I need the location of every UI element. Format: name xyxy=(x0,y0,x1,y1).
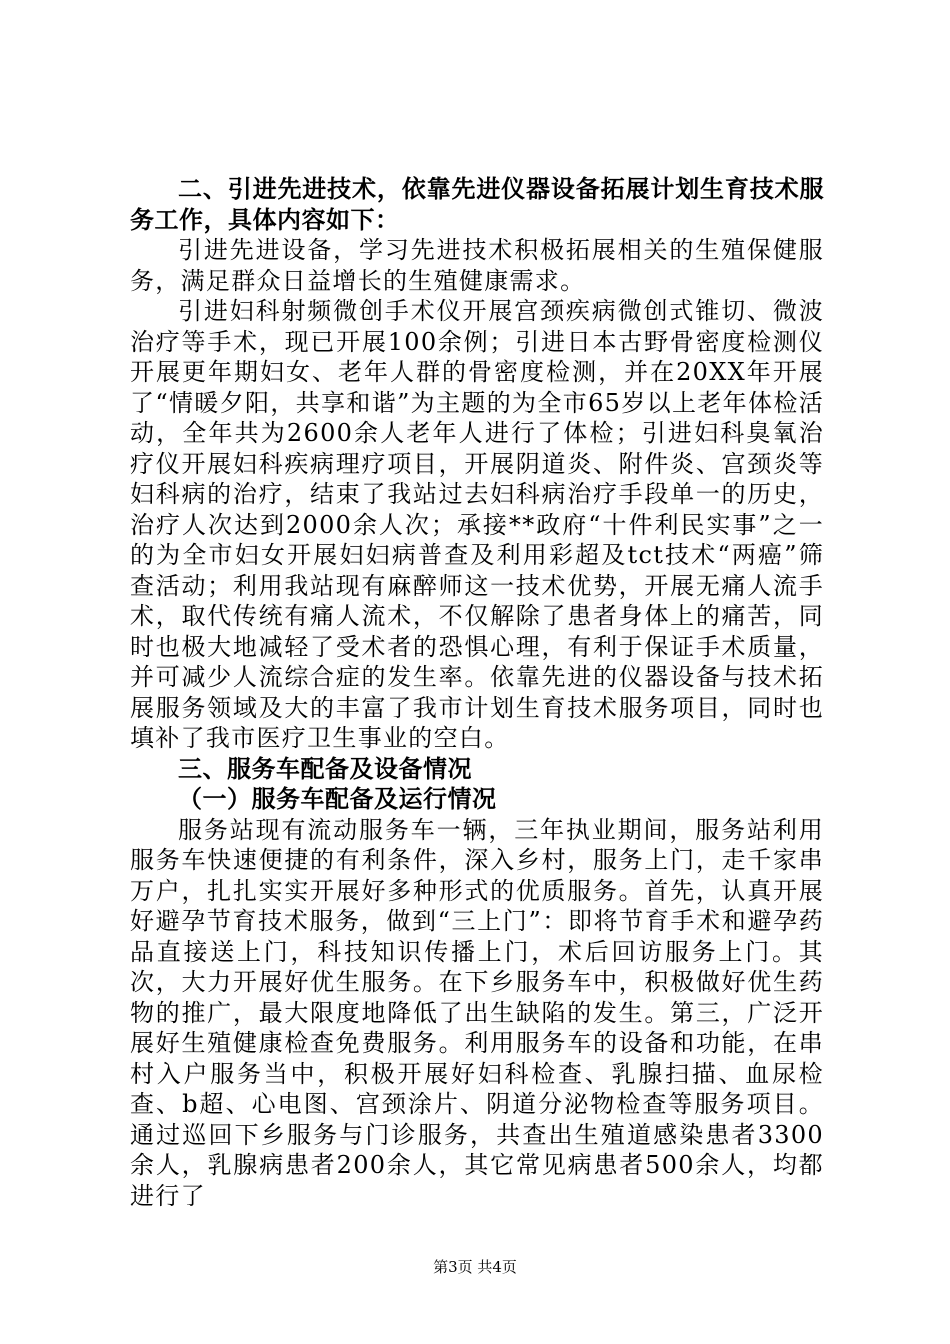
document-body xyxy=(130,174,824,1211)
paragraph-equipment-details: 引进妇科射频微创手术仪开展宫颈疾病微创式锥切、微波治疗等手术，现已开展100余例；引进日本古野骨密度检测仪开展更年期妇女、老年人群的骨密度检测，并在20XX年开展了“情暖夕阳，共享和谐”为主题的为全市65岁以上老年体检活动，全年共为2600余人老年人进行了体检；引进妇科臭氧治疗仪开展妇科疾病理疗项目，开展阴道炎、附件炎、宫颈炎等妇科病的治疗，结束了我站过去妇科病治疗手段单一的历史，治疗人次达到2000余人次；承接**政府“十件利民实事”之一的为全市妇女开展妇妇病普查及利用彩超及tct技术“两癌”筛查活动；利用我站现有麻醉师这一技术优势，开展无痛人流手术，取代传统有痛人流术，不仅解除了患者身体上的痛苦，同时也极大地减轻了受术者的恐惧心理，有利于保证手术质量，并可减少人流综合症的发生率。依靠先进的仪器设备与技术拓展服务领域及大的丰富了我市计划生育技术服务项目，同时也填补了我市医疗卫生事业的空白。 xyxy=(130,297,824,752)
paragraph-service-vehicle: 服务站现有流动服务车一辆，三年执业期间，服务站利用服务车快速便捷的有利条件，深入乡村，服务上门，走千家串万户，扎扎实实开展好多种形式的优质服务。首先，认真开展好避孕节育技术服务，做到“三上门”：即将节育手术和避孕药品直接送上门，科技知识传播上门，术后回访服务上门。其次，大力开展好优生服务。在下乡服务车中，积极做好优生药物的推广，最大限度地降低了出生缺陷的发生。第三，广泛开展好生殖健康检查免费服务。利用服务车的设备和功能，在串村入户服务当中，积极开展好妇科检查、乳腺扫描、血尿检查、b超、心电图、宫颈涂片、阴道分泌物检查等服务项目。通过巡回下乡服务与门诊服务，共查出生殖道感染患者3300余人，乳腺病患者200余人，其它常见病患者500余人，均都进行了 xyxy=(130,815,824,1210)
paragraph-equipment-intro: 引进先进设备，学习先进技术积极拓展相关的生殖保健服务，满足群众日益增长的生殖健康需求。 xyxy=(130,236,824,295)
subsection-1-heading: （一）服务车配备及运行情况 xyxy=(178,785,497,813)
section-3-heading: 三、服务车配备及设备情况 xyxy=(178,754,472,783)
page-number: 第3页 共4页 xyxy=(433,1258,517,1276)
section-2-heading: 二、引进先进技术，依靠先进仪器设备拓展计划生育技术服务工作，具体内容如下： xyxy=(130,175,824,234)
